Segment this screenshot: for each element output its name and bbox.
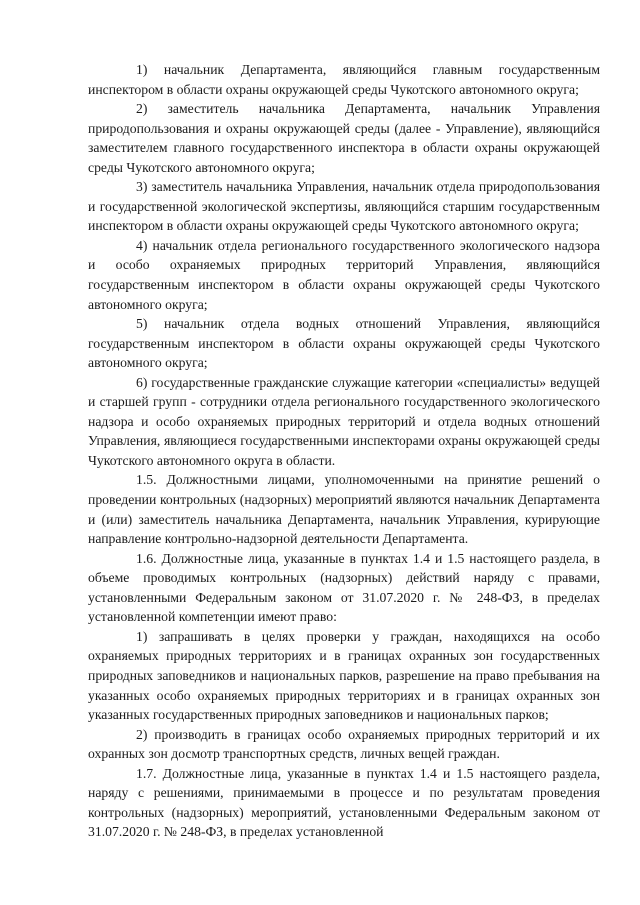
paragraph-item-5: 5) начальник отдела водных отношений Управления, являющийся государственным инспектором в области охраны окружающей среды Чукотского автономного округа; <box>88 316 600 371</box>
document-page <box>88 60 600 842</box>
paragraph-1-5: 1.5. Должностными лицами, уполномоченными на принятие решений о проведении контрольных (надзорных) мероприятий являются начальник Департамента и (или) заместитель начальника Департамента, начальник Управления, курирующие направление контрольно-надзорной деятельности Департамента. <box>88 472 600 547</box>
paragraph-1-6: 1.6. Должностные лица, указанные в пунктах 1.4 и 1.5 настоящего раздела, в объеме проводимых контрольных (надзорных) действий наряду с правами, установленными Федеральным законом от 31.07.2020 г. № 248-ФЗ, в пределах установленной компетенции имеют право: <box>88 550 600 625</box>
paragraph-item-1: 1) начальник Департамента, являющийся главным государственным инспектором в области охраны окружающей среды Чукотского автономного округа; <box>88 62 600 97</box>
paragraph-right-1: 1) запрашивать в целях проверки у граждан, находящихся на особо охраняемых природных территориях и в границах охранных зон государственных природных заповедников и национальных парков, разрешение на право пребывания на указанных особо охраняемых природных территориях и в границах охранных зон указанных государственных природных заповедников и национальных парков; <box>88 628 600 723</box>
paragraph-item-3: 3) заместитель начальника Управления, начальник отдела природопользования и государственной экологической экспертизы, являющийся старшим государственным инспектором в области охраны окружающей среды Чукотского автономного округа; <box>88 179 600 234</box>
paragraph-item-6: 6) государственные гражданские служащие категории «специалисты» ведущей и старшей групп - сотрудники отдела регионального государственного экологического надзора и особо охраняемых природных территорий и отдела водных отношений Управления, являющиеся государственными инспекторами охраны окружающей среды Чукотского автономного округа в области. <box>88 374 600 468</box>
paragraph-1-7: 1.7. Должностные лица, указанные в пунктах 1.4 и 1.5 настоящего раздела, наряду с решениями, принимаемыми в процессе и по результатам проведения контрольных (надзорных) мероприятий, установленными Федеральным законом от 31.07.2020 г. № 248-ФЗ, в пределах установленной <box>88 765 600 840</box>
paragraph-item-2: 2) заместитель начальника Департамента, начальник Управления природопользования и охраны окружающей среды (далее - Управление), являющийся заместителем главного государственного инспектора в области охраны окружающей среды Чукотского автономного округа; <box>88 101 600 175</box>
paragraph-item-4: 4) начальник отдела регионального государственного экологического надзора и особо охраняемых природных территорий Управления, являющийся государственным инспектором в области охраны окружающей среды Чукотского автономного округа; <box>88 237 600 312</box>
paragraph-right-2: 2) производить в границах особо охраняемых природных территорий и их охранных зон досмотр транспортных средств, личных вещей граждан. <box>88 726 600 762</box>
